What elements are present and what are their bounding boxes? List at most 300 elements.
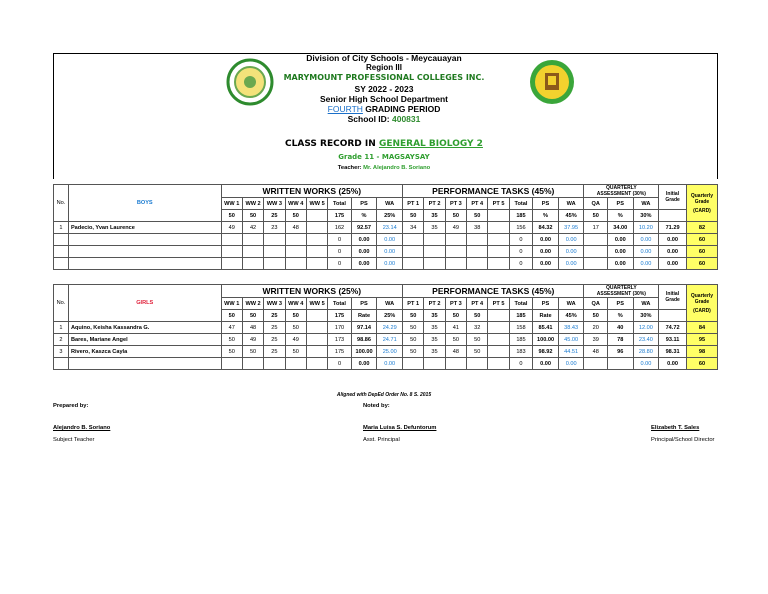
- qa-max-score: %: [607, 310, 633, 322]
- student-name: Padecio, Yvan Laurence: [68, 222, 221, 234]
- pt-column-header: PT 3: [445, 298, 466, 310]
- ww-score: [306, 258, 327, 270]
- qa-max-score: 30%: [633, 310, 659, 322]
- student-name: [68, 258, 221, 270]
- ww-max-score: 25: [264, 210, 285, 222]
- ww-score: 0: [328, 234, 351, 246]
- pt-column-header: PT 2: [424, 198, 445, 210]
- ww-score: 98.86: [351, 334, 377, 346]
- ww-score: 25.00: [377, 346, 403, 358]
- qa-score: 0.00: [633, 234, 659, 246]
- qa-score: 23.40: [633, 334, 659, 346]
- pt-score: 50: [445, 334, 466, 346]
- pt-score: [488, 222, 509, 234]
- prepared-by-label: Prepared by:: [53, 403, 89, 409]
- pt-score: 0.00: [558, 258, 584, 270]
- pt-score: [445, 258, 466, 270]
- ww-score: 0.00: [377, 234, 403, 246]
- pt-score: 50: [403, 334, 424, 346]
- ww-score: 0: [328, 358, 351, 370]
- ww-column-header: Total: [328, 298, 351, 310]
- pt-score: [467, 246, 488, 258]
- ww-score: 49: [285, 334, 306, 346]
- ww-score: 0.00: [377, 258, 403, 270]
- ww-score: [221, 358, 242, 370]
- pt-column-header: PT 1: [403, 198, 424, 210]
- pt-column-header: Total: [509, 298, 532, 310]
- pt-score: 0: [509, 258, 532, 270]
- pt-score: 158: [509, 322, 532, 334]
- ww-max-score: 50: [285, 210, 306, 222]
- ww-score: [306, 222, 327, 234]
- pt-score: 35: [424, 334, 445, 346]
- student-row: [54, 322, 718, 334]
- ww-column-header: WW 5: [306, 298, 327, 310]
- qa-score: 39: [584, 334, 607, 346]
- initial-title-2: Grade: [665, 197, 680, 203]
- pt-score: [467, 234, 488, 246]
- ww-score: [264, 234, 285, 246]
- school-id: [0, 114, 768, 124]
- ww-score: [285, 358, 306, 370]
- class-record-title: [0, 139, 768, 149]
- pt-score: 48: [445, 346, 466, 358]
- pt-column-header: WA: [558, 298, 584, 310]
- ww-score: 0.00: [377, 246, 403, 258]
- pt-score: 34: [403, 222, 424, 234]
- principal-signatory-role: Asst. Principal: [363, 437, 400, 443]
- pt-score: [445, 358, 466, 370]
- pt-score: [467, 358, 488, 370]
- pt-score: 50: [403, 346, 424, 358]
- card-label: (CARD): [693, 307, 711, 314]
- region-title: Region III: [366, 63, 402, 72]
- initial-title-2: Grade: [665, 297, 680, 303]
- school-id-label: School ID:: [347, 114, 392, 124]
- pt-score: 37.95: [558, 222, 584, 234]
- qa-max-score: 30%: [633, 210, 659, 222]
- quarterly-title-1: Quarterly: [690, 192, 714, 199]
- ww-max-score: 25: [264, 310, 285, 322]
- department: Senior High School Department: [320, 94, 448, 104]
- pt-score: [403, 246, 424, 258]
- initial-title-1: Initial: [666, 291, 680, 297]
- pt-score: 49: [445, 222, 466, 234]
- pt-score: 0.00: [558, 234, 584, 246]
- pt-score: 35: [424, 322, 445, 334]
- student-row: [54, 358, 718, 370]
- boys-class-record-table: [53, 184, 718, 270]
- qa-title-2: ASSESSMENT (30%): [596, 191, 646, 197]
- ww-score: 48: [242, 322, 263, 334]
- quarterly-grade: 60: [686, 246, 717, 258]
- ww-max-score: 50: [242, 210, 263, 222]
- no-header: No.: [54, 185, 69, 222]
- pt-score: [424, 234, 445, 246]
- header-row: [54, 285, 718, 298]
- pt-score: [424, 358, 445, 370]
- student-name: [68, 358, 221, 370]
- ww-score: 25: [264, 346, 285, 358]
- ww-score: 42: [242, 222, 263, 234]
- section-label: GIRLS: [68, 285, 221, 322]
- student-name: Rivero, Kaszca Cayla: [68, 346, 221, 358]
- qa-score: [607, 358, 633, 370]
- header-row: [54, 185, 718, 198]
- initial-grade: 98.31: [659, 346, 687, 358]
- teacher-signatory-role: Subject Teacher: [53, 437, 95, 443]
- deped-note: Aligned with DepEd Order No. 8 S. 2015: [336, 392, 432, 398]
- pt-max-score: Rate: [533, 310, 559, 322]
- school-id-value: 400831: [392, 114, 421, 124]
- quarterly-grade-header: [686, 285, 717, 322]
- ww-score: [285, 258, 306, 270]
- pt-max-score: 50: [467, 210, 488, 222]
- pt-score: [424, 258, 445, 270]
- ww-score: [264, 358, 285, 370]
- ww-column-header: WW 3: [264, 198, 285, 210]
- pt-column-header: PT 4: [467, 298, 488, 310]
- card-label: (CARD): [693, 207, 711, 214]
- quarterly-assessment-header: [584, 285, 659, 298]
- pt-max-score: 45%: [558, 310, 584, 322]
- initial-grade: 0.00: [659, 258, 687, 270]
- ww-column-header: WW 1: [221, 298, 242, 310]
- ww-score: 97.14: [351, 322, 377, 334]
- ww-score: 47: [221, 322, 242, 334]
- quarterly-grade: 98: [686, 346, 717, 358]
- pt-column-header: PT 5: [488, 298, 509, 310]
- ww-score: [221, 234, 242, 246]
- pt-score: 183: [509, 346, 532, 358]
- pt-score: [445, 246, 466, 258]
- pt-column-header: PT 2: [424, 298, 445, 310]
- student-number: 1: [54, 322, 69, 334]
- pt-column-header: PS: [533, 298, 559, 310]
- quarterly-grade: 60: [686, 258, 717, 270]
- qa-score: 10.20: [633, 222, 659, 234]
- section-label: BOYS: [68, 185, 221, 222]
- ww-column-header: WW 2: [242, 298, 263, 310]
- no-header: No.: [54, 285, 69, 322]
- pt-score: [488, 322, 509, 334]
- ww-score: 0.00: [351, 358, 377, 370]
- ww-column-header: PS: [351, 198, 377, 210]
- written-works-header: WRITTEN WORKS (25%): [221, 185, 402, 198]
- pt-score: [488, 246, 509, 258]
- initial-grade: 0.00: [659, 246, 687, 258]
- student-name: [68, 246, 221, 258]
- qa-column-header: PS: [607, 298, 633, 310]
- ww-max-score: 50: [221, 210, 242, 222]
- ww-column-header: WA: [377, 198, 403, 210]
- pt-score: 41: [445, 322, 466, 334]
- ww-score: [242, 258, 263, 270]
- pt-column-header: PT 4: [467, 198, 488, 210]
- initial-grade: 93.11: [659, 334, 687, 346]
- student-row: [54, 222, 718, 234]
- qa-score: [584, 258, 607, 270]
- ww-max-score: 25%: [377, 210, 403, 222]
- pt-score: [445, 234, 466, 246]
- ww-column-header: WW 2: [242, 198, 263, 210]
- qa-title-1: QUARTERLY: [606, 185, 637, 191]
- ww-column-header: WW 5: [306, 198, 327, 210]
- quarterly-assessment-header: [584, 185, 659, 198]
- quarterly-title-2: Grade: [694, 198, 710, 205]
- pt-score: 35: [424, 222, 445, 234]
- student-number: [54, 258, 69, 270]
- pt-max-score: 50: [403, 310, 424, 322]
- pt-score: [488, 346, 509, 358]
- qa-score: 0.00: [633, 258, 659, 270]
- record-prefix: CLASS RECORD IN: [285, 139, 379, 149]
- qa-column-header: QA: [584, 198, 607, 210]
- pt-score: 0.00: [558, 246, 584, 258]
- ww-score: 49: [242, 334, 263, 346]
- pt-score: 100.00: [533, 334, 559, 346]
- pt-score: 0: [509, 246, 532, 258]
- student-number: 2: [54, 334, 69, 346]
- ww-column-header: Total: [328, 198, 351, 210]
- qa-score: [584, 234, 607, 246]
- ww-score: [306, 234, 327, 246]
- student-number: 3: [54, 346, 69, 358]
- ww-score: [306, 346, 327, 358]
- ww-score: 24.71: [377, 334, 403, 346]
- pt-score: 0: [509, 358, 532, 370]
- pt-max-score: [488, 210, 509, 222]
- student-row: [54, 346, 718, 358]
- ww-max-score: 50: [285, 310, 306, 322]
- ww-score: 48: [285, 222, 306, 234]
- pt-score: 84.32: [533, 222, 559, 234]
- ww-max-score: [306, 210, 327, 222]
- ww-column-header: WW 4: [285, 198, 306, 210]
- ww-score: 50: [221, 334, 242, 346]
- qa-score: 0.00: [607, 258, 633, 270]
- qa-title-2: ASSESSMENT (30%): [596, 291, 646, 297]
- qa-column-header: QA: [584, 298, 607, 310]
- pt-score: 0.00: [533, 246, 559, 258]
- ww-score: 49: [221, 222, 242, 234]
- initial-grade-header: [659, 185, 687, 210]
- ww-column-header: WW 1: [221, 198, 242, 210]
- ww-score: 162: [328, 222, 351, 234]
- ww-score: 50: [221, 346, 242, 358]
- period-rest: GRADING PERIOD: [362, 104, 441, 114]
- ww-score: 50: [285, 346, 306, 358]
- pt-max-score: %: [533, 210, 559, 222]
- qa-column-header: PS: [607, 198, 633, 210]
- pt-score: [424, 246, 445, 258]
- student-name: Aquino, Keisha Kassandra G.: [68, 322, 221, 334]
- qa-score: 96: [607, 346, 633, 358]
- division-title: Division of City Schools - Meycauayan: [306, 53, 462, 63]
- student-name: Bares, Mariane Angel: [68, 334, 221, 346]
- pt-score: 0.00: [533, 234, 559, 246]
- pt-score: 0.00: [533, 258, 559, 270]
- pt-column-header: PT 3: [445, 198, 466, 210]
- ww-score: 50: [242, 346, 263, 358]
- pt-score: 0: [509, 234, 532, 246]
- qa-score: [584, 358, 607, 370]
- pt-score: 50: [467, 334, 488, 346]
- pt-max-score: [488, 310, 509, 322]
- student-row: [54, 246, 718, 258]
- initial-grade: 0.00: [659, 234, 687, 246]
- qa-score: 20: [584, 322, 607, 334]
- noted-by-label: Noted by:: [363, 403, 390, 409]
- pt-max-score: 185: [509, 210, 532, 222]
- pt-score: 35: [424, 346, 445, 358]
- student-row: [54, 334, 718, 346]
- pt-score: 185: [509, 334, 532, 346]
- ww-max-score: 175: [328, 310, 351, 322]
- student-number: [54, 358, 69, 370]
- ww-max-score: Rate: [351, 310, 377, 322]
- initial-grade: 0.00: [659, 358, 687, 370]
- ww-score: 0.00: [351, 234, 377, 246]
- ww-score: [264, 258, 285, 270]
- school-year: SY 2022 - 2023: [354, 84, 414, 94]
- quarterly-grade: 60: [686, 234, 717, 246]
- ww-score: 25: [264, 334, 285, 346]
- initial-grade: 71.29: [659, 222, 687, 234]
- ww-column-header: WW 4: [285, 298, 306, 310]
- qa-score: [584, 246, 607, 258]
- pt-score: [403, 258, 424, 270]
- pt-column-header: PT 5: [488, 198, 509, 210]
- pt-column-header: PS: [533, 198, 559, 210]
- pt-score: 44.51: [558, 346, 584, 358]
- qa-score: 48: [584, 346, 607, 358]
- subject-name: GENERAL BIOLOGY 2: [378, 139, 483, 149]
- ww-score: 173: [328, 334, 351, 346]
- ww-score: [306, 358, 327, 370]
- teacher-name: Mr. Alejandro B. Soriano: [363, 165, 431, 171]
- ww-score: 100.00: [351, 346, 377, 358]
- pt-column-header: PT 1: [403, 298, 424, 310]
- ww-max-score: 175: [328, 210, 351, 222]
- ww-column-header: WW 3: [264, 298, 285, 310]
- qa-score: 0.00: [633, 358, 659, 370]
- performance-tasks-header: PERFORMANCE TASKS (45%): [403, 285, 584, 298]
- ww-score: 0.00: [351, 258, 377, 270]
- ww-score: 25: [264, 322, 285, 334]
- pt-score: 98.92: [533, 346, 559, 358]
- qa-max-score: %: [607, 210, 633, 222]
- school-name: MARYMOUNT PROFESSIONAL COLLEGES INC.: [283, 73, 485, 82]
- pt-score: 85.41: [533, 322, 559, 334]
- pt-score: [403, 234, 424, 246]
- quarterly-grade-header: [686, 185, 717, 222]
- ww-score: [285, 246, 306, 258]
- ww-max-score: 50: [221, 310, 242, 322]
- pt-score: 50: [403, 322, 424, 334]
- pt-score: 50: [467, 346, 488, 358]
- pt-score: 38: [467, 222, 488, 234]
- qa-score: 17: [584, 222, 607, 234]
- pt-score: [488, 258, 509, 270]
- qa-score: 28.80: [633, 346, 659, 358]
- ww-score: 24.29: [377, 322, 403, 334]
- ww-score: 50: [285, 322, 306, 334]
- ww-score: 0.00: [351, 246, 377, 258]
- director-signatory-name: Elizabeth T. Sales: [651, 425, 700, 431]
- ww-score: 23.14: [377, 222, 403, 234]
- grading-period: [0, 104, 768, 114]
- student-number: [54, 246, 69, 258]
- pt-score: 38.43: [558, 322, 584, 334]
- pt-max-score: 35: [424, 310, 445, 322]
- ww-score: [264, 246, 285, 258]
- qa-column-header: WA: [633, 298, 659, 310]
- written-works-header: WRITTEN WORKS (25%): [221, 285, 402, 298]
- pt-max-score: 50: [445, 210, 466, 222]
- ww-score: [306, 322, 327, 334]
- pt-score: 156: [509, 222, 532, 234]
- pt-column-header: WA: [558, 198, 584, 210]
- ww-max-score: [306, 310, 327, 322]
- qa-score: 34.00: [607, 222, 633, 234]
- pt-max-score: 185: [509, 310, 532, 322]
- grade-section: Grade 11 - MAGSAYSAY: [338, 153, 430, 161]
- quarterly-grade: 84: [686, 322, 717, 334]
- ww-column-header: PS: [351, 298, 377, 310]
- quarterly-grade: 95: [686, 334, 717, 346]
- performance-tasks-header: PERFORMANCE TASKS (45%): [403, 185, 584, 198]
- student-row: [54, 234, 718, 246]
- qa-score: 78: [607, 334, 633, 346]
- qa-column-header: WA: [633, 198, 659, 210]
- pt-score: [467, 258, 488, 270]
- qa-max-score: 50: [584, 210, 607, 222]
- pt-max-score: 45%: [558, 210, 584, 222]
- teacher-line: [0, 165, 768, 171]
- ww-column-header: WA: [377, 298, 403, 310]
- pt-max-score: 50: [403, 210, 424, 222]
- pt-max-score: 35: [424, 210, 445, 222]
- student-number: 1: [54, 222, 69, 234]
- quarterly-grade: 82: [686, 222, 717, 234]
- quarterly-grade: 60: [686, 358, 717, 370]
- principal-signatory-name: Maria Luisa S. Defuntorum: [363, 425, 437, 431]
- ww-score: 0: [328, 258, 351, 270]
- student-number: [54, 234, 69, 246]
- ww-max-score: %: [351, 210, 377, 222]
- ww-score: [242, 246, 263, 258]
- period-word: FOURTH: [327, 104, 363, 114]
- pt-score: 0.00: [558, 358, 584, 370]
- initial-grade-blank: [659, 210, 687, 222]
- pt-column-header: Total: [509, 198, 532, 210]
- qa-title-1: QUARTERLY: [606, 285, 637, 291]
- ww-score: 170: [328, 322, 351, 334]
- ww-score: 0: [328, 246, 351, 258]
- pt-score: [403, 358, 424, 370]
- ww-score: 0.00: [377, 358, 403, 370]
- pt-score: [488, 334, 509, 346]
- qa-max-score: 50: [584, 310, 607, 322]
- ww-score: [306, 246, 327, 258]
- qa-score: 0.00: [607, 246, 633, 258]
- pt-max-score: 50: [445, 310, 466, 322]
- pt-score: 32: [467, 322, 488, 334]
- pt-score: 45.00: [558, 334, 584, 346]
- ww-score: [221, 246, 242, 258]
- teacher-label: Teacher:: [337, 165, 364, 171]
